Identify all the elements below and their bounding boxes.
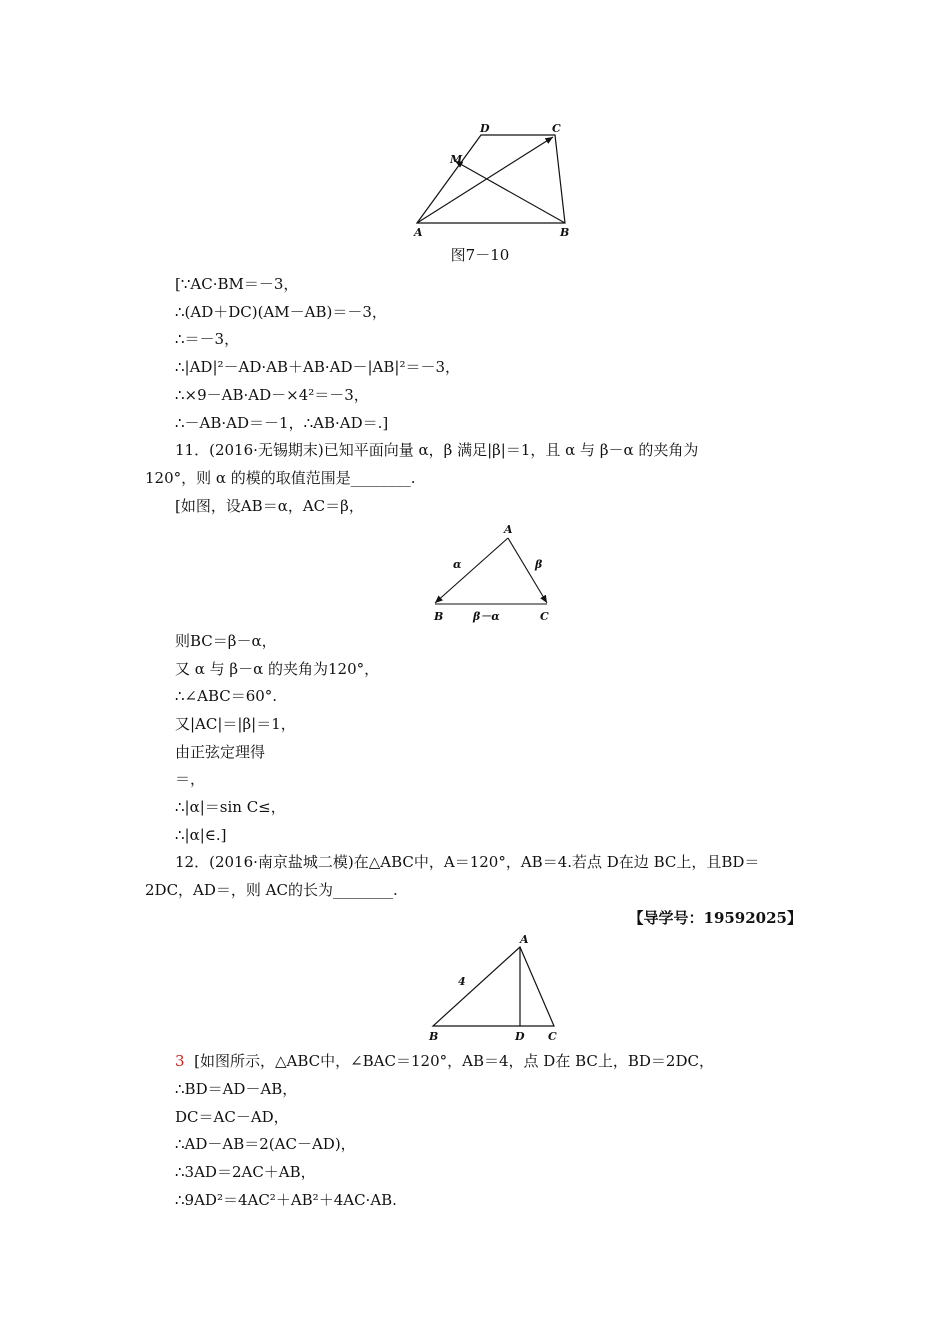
label-b: B bbox=[429, 1030, 439, 1043]
label-b: B bbox=[560, 226, 570, 239]
text-line: ＝， bbox=[175, 770, 206, 788]
vector-ac bbox=[417, 137, 553, 223]
text-line: DC＝AC－AD， bbox=[175, 1108, 289, 1126]
label-beta: β bbox=[535, 558, 543, 571]
text-line: 又 α 与 β－α 的夹角为120°， bbox=[175, 660, 380, 678]
label-a: A bbox=[414, 226, 423, 239]
answer12-text: [如图所示，△ABC中，∠BAC＝120°，AB＝4，点 D在 BC上，BD＝2DC， bbox=[194, 1052, 714, 1070]
answer12-number: 3 bbox=[175, 1052, 185, 1070]
guide-number: 【导学号：19592025】 bbox=[628, 909, 802, 927]
problem12-line1: 12．(2016·南京盐城二模)在△ABC中，A＝120°，AB＝4.若点 D在边 BC上，且BD＝ bbox=[175, 853, 760, 871]
text-line: [∵AC·BM＝－3， bbox=[175, 275, 299, 293]
label-c: C bbox=[540, 610, 549, 623]
label-c: C bbox=[552, 122, 561, 135]
vector-bm bbox=[455, 161, 565, 223]
label-m: M bbox=[450, 153, 463, 166]
label-alpha: α bbox=[453, 558, 462, 571]
text-line: ∴BD＝AD－AB， bbox=[175, 1080, 298, 1098]
text-line: 又|AC|＝|β|＝1， bbox=[175, 715, 296, 733]
text-line: 由正弦定理得 bbox=[175, 743, 266, 761]
text-line: ∴|AD|²－AD·AB＋AB·AD－|AB|²＝－3， bbox=[175, 358, 461, 376]
text-line: ∴(AD＋DC)(AM－AB)＝－3， bbox=[175, 303, 387, 321]
label-d: D bbox=[480, 122, 490, 135]
figure-triangle-abc bbox=[420, 930, 565, 1045]
text-line: ∴×9－AB·AD－×4²＝－3， bbox=[175, 386, 369, 404]
text-line: ∴|α|∈.] bbox=[175, 826, 227, 844]
figure1-caption: 图7－10 bbox=[450, 246, 510, 264]
figure-triangle-vectors bbox=[425, 520, 560, 625]
text-line: ∴＝－3， bbox=[175, 330, 240, 348]
label-a: A bbox=[504, 523, 513, 536]
trapezoid-outline bbox=[417, 135, 565, 223]
answer12-line bbox=[175, 1051, 714, 1071]
text-line: ∴3AD＝2AC＋AB， bbox=[175, 1163, 316, 1181]
triangle-outline bbox=[433, 947, 554, 1026]
label-c: C bbox=[548, 1030, 557, 1043]
problem12-line2: 2DC，AD＝，则 AC的长为________. bbox=[145, 881, 398, 899]
vector-ab bbox=[435, 538, 508, 603]
text-line: ∴9AD²＝4AC²＋AB²＋4AC·AB. bbox=[175, 1191, 397, 1209]
label-a: A bbox=[520, 933, 529, 946]
problem11-line1: 11．(2016·无锡期末)已知平面向量 α，β 满足|β|＝1，且 α 与 β－α 的夹角为 bbox=[175, 441, 699, 459]
label-d: D bbox=[515, 1030, 525, 1043]
text-line: ∴AD－AB＝2(AC－AD)， bbox=[175, 1135, 356, 1153]
label-b: B bbox=[434, 610, 444, 623]
label-beta-minus-alpha: β－α bbox=[473, 610, 500, 623]
label-side-4: 4 bbox=[458, 975, 466, 988]
text-line: 则BC＝β－α， bbox=[175, 632, 277, 650]
text-line: ∴∠ABC＝60°. bbox=[175, 687, 278, 705]
text-line: ∴－AB·AD＝－1，∴AB·AD＝.] bbox=[175, 414, 389, 432]
figure-trapezoid bbox=[405, 118, 580, 243]
problem11-line2: 120°，则 α 的模的取值范围是________. bbox=[145, 469, 416, 487]
text-line: ∴|α|＝sin C≤， bbox=[175, 798, 286, 816]
problem11-line3: [如图，设AB＝α，AC＝β， bbox=[175, 497, 364, 515]
